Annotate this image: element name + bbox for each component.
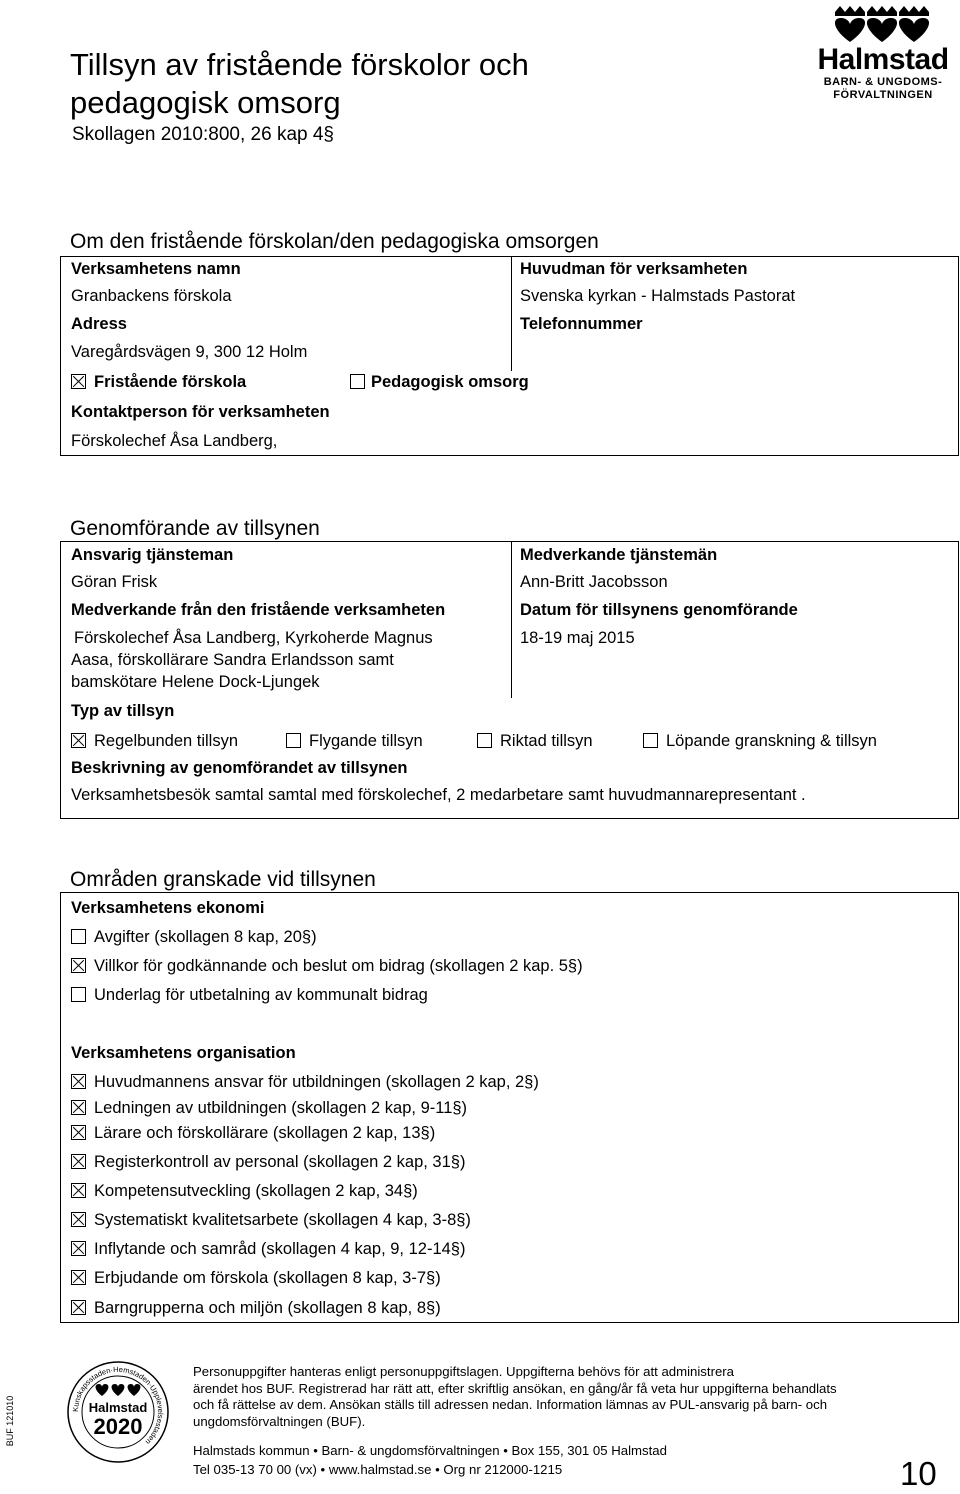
about-heading: Om den fristående förskolan/den pedagogiska omsorgen — [70, 230, 599, 253]
co-officials-label: Medverkande tjänstemän — [520, 546, 718, 564]
checkbox-checked-icon[interactable] — [71, 1125, 86, 1140]
checkbox-unchecked-icon[interactable] — [71, 987, 86, 1002]
checkbox-unchecked-icon[interactable] — [286, 733, 301, 748]
org-item[interactable]: Systematiskt kvalitetsarbete (skollagen 4 kap, 3-8§) — [71, 1211, 471, 1230]
type-flygande-option[interactable]: Flygande tillsyn — [286, 732, 423, 751]
checkbox-unchecked-icon[interactable] — [643, 733, 658, 748]
org-item[interactable]: Kompetensutveckling (skollagen 2 kap, 34§) — [71, 1182, 418, 1201]
org-item[interactable]: Ledningen av utbildningen (skollagen 2 kap, 9-11§) — [71, 1099, 467, 1118]
checkbox-checked-icon[interactable] — [71, 1212, 86, 1227]
checkbox-checked-icon[interactable] — [71, 1074, 86, 1089]
divider — [511, 257, 512, 371]
responsible-label: Ansvarig tjänsteman — [71, 546, 234, 564]
checkbox-checked-icon[interactable] — [71, 1300, 86, 1315]
checkbox-checked-icon[interactable] — [71, 1270, 86, 1285]
date-value: 18-19 maj 2015 — [520, 629, 635, 647]
svg-text:2020: 2020 — [93, 1414, 143, 1439]
halmstad-2020-seal — [66, 1360, 170, 1464]
crown-hearts-icon — [808, 4, 958, 44]
checkbox-checked-icon[interactable] — [71, 1183, 86, 1198]
economy-item[interactable]: Avgifter (skollagen 8 kap, 20§) — [71, 928, 317, 947]
type-label: Typ av tillsyn — [71, 702, 175, 720]
name-value: Granbackens förskola — [71, 287, 232, 305]
owner-label: Huvudman för verksamheten — [520, 260, 748, 278]
participants-label: Medverkande från den fristående verksamheten — [71, 601, 446, 619]
name-label: Verksamhetens namn — [71, 260, 241, 278]
contact-line: Tel 035-13 70 00 (vx) • www.halmstad.se • Org nr 212000-1215 — [193, 1462, 563, 1477]
economy-item[interactable]: Underlag för utbetalning av kommunalt bidrag — [71, 986, 428, 1005]
type-lopande-option[interactable]: Löpande granskning & tillsyn — [643, 732, 877, 751]
areas-heading: Områden granskade vid tillsynen — [70, 868, 376, 891]
org-item[interactable]: Lärare och förskollärare (skollagen 2 kap, 13§) — [71, 1124, 435, 1143]
economy-item[interactable]: Villkor för godkännande och beslut om bidrag (skollagen 2 kap. 5§) — [71, 957, 583, 976]
page-number: 10 — [900, 1455, 937, 1492]
side-code: BUF 121010 — [5, 1395, 15, 1447]
privacy-notice: Personuppgifter hanteras enligt personuppgiftslagen. Uppgifterna behövs för att administrera ärendet hos BUF. Registrerad har rätt att, efter skriftlig ansökan, en gång/år få veta hur uppgifterna behandlats och få rättelse av dem. Ansökan ställs till adressen nedan. Information lämnas av PUL-ansvarig på barn- och ungdomsförvaltningen (BUF). — [193, 1364, 837, 1429]
checkbox-unchecked-icon[interactable] — [71, 929, 86, 944]
page-subtitle: Skollagen 2010:800, 26 kap 4§ — [72, 124, 334, 145]
checkbox-checked-icon[interactable] — [71, 733, 86, 748]
description-value: Verksamhetsbesök samtal samtal med förskolechef, 2 medarbetare samt huvudmannarepresentant . — [71, 786, 806, 804]
description-label: Beskrivning av genomförandet av tillsynen — [71, 759, 408, 777]
phone-label: Telefonnummer — [520, 315, 643, 333]
type-fristaende-option[interactable]: Fristående förskola — [71, 373, 246, 392]
responsible-value: Göran Frisk — [71, 573, 158, 591]
page-title: Tillsyn av fristående förskolor och pedagogisk omsorg — [70, 47, 529, 120]
svg-text:Halmstad: Halmstad — [88, 1400, 148, 1415]
checkbox-checked-icon[interactable] — [71, 1100, 86, 1115]
org-item[interactable]: Inflytande och samråd (skollagen 4 kap, 9, 12-14§) — [71, 1240, 465, 1259]
org-item[interactable]: Huvudmannens ansvar för utbildningen (skollagen 2 kap, 2§) — [71, 1073, 539, 1092]
participants-line3: bamskötare Helene Dock-Ljungek — [71, 673, 320, 691]
checkbox-unchecked-icon[interactable] — [477, 733, 492, 748]
org-item[interactable]: Barngrupperna och miljön (skollagen 8 kap, 8§) — [71, 1299, 441, 1318]
seal-ring-text: Kunskapsstaden·Hemstaden·Upplevelsestaden — [70, 1364, 166, 1447]
org-item[interactable]: Registerkontroll av personal (skollagen 2 kap, 31§) — [71, 1153, 465, 1172]
contact-value: Förskolechef Åsa Landberg, — [71, 432, 278, 450]
checkbox-checked-icon[interactable] — [71, 1154, 86, 1169]
checkbox-checked-icon[interactable] — [71, 958, 86, 973]
co-officials-value: Ann-Britt Jacobsson — [520, 573, 668, 591]
checkbox-checked-icon[interactable] — [71, 1241, 86, 1256]
address-label: Adress — [71, 315, 127, 333]
type-riktad-option[interactable]: Riktad tillsyn — [477, 732, 593, 751]
halmstad-logo: Halmstad BARN- & UNGDOMS- FÖRVALTNINGEN — [808, 4, 958, 96]
address-value: Varegårdsvägen 9, 300 12 Holm — [71, 343, 308, 361]
org-item[interactable]: Erbjudande om förskola (skollagen 8 kap, 3-7§) — [71, 1269, 441, 1288]
checkbox-unchecked-icon[interactable] — [350, 374, 365, 389]
type-pedagogisk-option[interactable]: Pedagogisk omsorg — [350, 373, 529, 392]
economy-label: Verksamhetens ekonomi — [71, 899, 265, 917]
owner-value: Svenska kyrkan - Halmstads Pastorat — [520, 287, 796, 305]
contact-label: Kontaktperson för verksamheten — [71, 403, 330, 421]
org-label: Verksamhetens organisation — [71, 1044, 296, 1062]
execution-heading: Genomförande av tillsynen — [70, 517, 320, 540]
address-line: Halmstads kommun • Barn- & ungdomsförvaltningen • Box 155, 301 05 Halmstad — [193, 1443, 667, 1458]
type-regelbunden-option[interactable]: Regelbunden tillsyn — [71, 732, 238, 751]
participants-line1: Förskolechef Åsa Landberg, Kyrkoherde Magnus — [74, 629, 433, 647]
participants-line2: Aasa, förskollärare Sandra Erlandsson samt — [71, 651, 394, 669]
divider — [511, 542, 512, 698]
date-label: Datum för tillsynens genomförande — [520, 601, 798, 619]
checkbox-checked-icon[interactable] — [71, 374, 86, 389]
